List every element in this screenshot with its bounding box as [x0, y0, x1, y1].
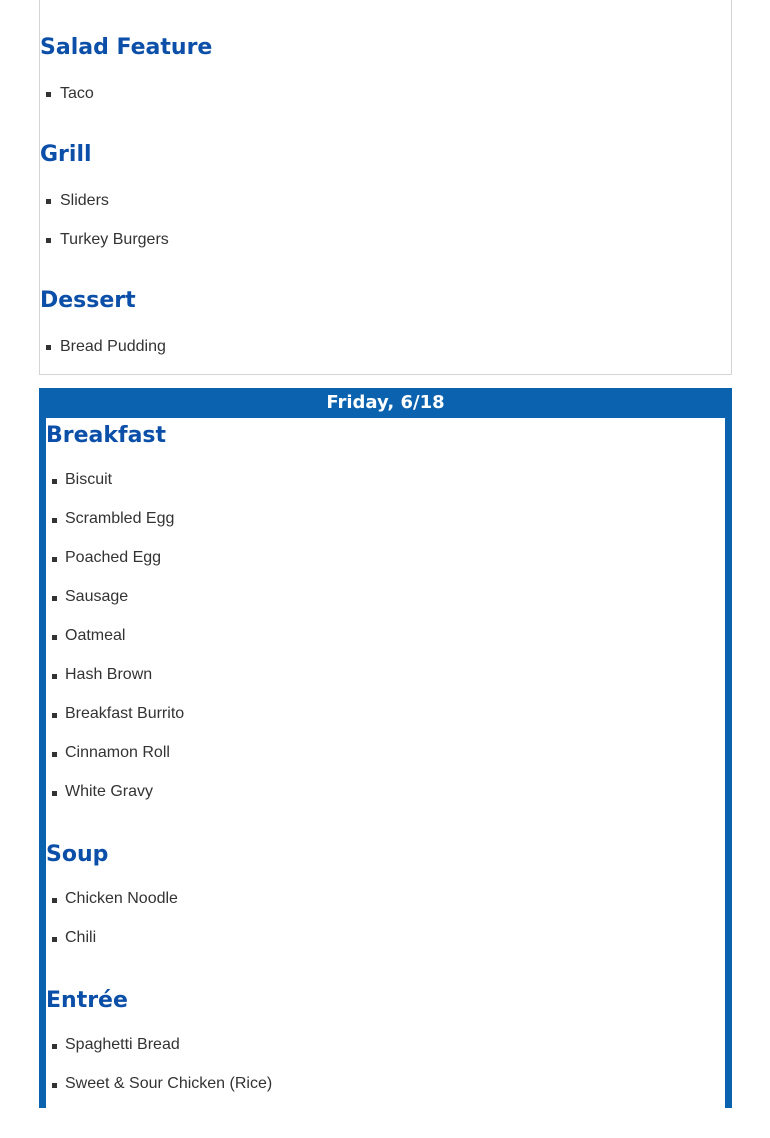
bullet-icon [52, 1083, 57, 1088]
bullet-icon [46, 199, 51, 204]
menu-item-sausage: Sausage [65, 588, 129, 605]
bullet-icon [52, 1044, 57, 1049]
section-title-dessert: Dessert [40, 288, 136, 313]
bullet-icon [52, 674, 57, 679]
menu-item-scrambled-egg: Scrambled Egg [65, 510, 175, 527]
section-title-entree: Entrée [46, 988, 128, 1013]
friday-menu-panel [39, 388, 732, 1108]
menu-item-turkey-burgers: Turkey Burgers [60, 231, 169, 248]
bullet-icon [46, 92, 51, 97]
bullet-icon [52, 635, 57, 640]
bullet-icon [52, 752, 57, 757]
previous-day-menu-panel [39, 0, 732, 375]
menu-item-sweet-sour-chicken: Sweet & Sour Chicken (Rice) [65, 1075, 273, 1092]
friday-menu-body [46, 418, 725, 1138]
menu-item-white-gravy: White Gravy [65, 783, 154, 800]
menu-item-sliders: Sliders [60, 192, 109, 209]
menu-item-spaghetti-bread: Spaghetti Bread [65, 1036, 180, 1053]
bullet-icon [52, 898, 57, 903]
bullet-icon [46, 238, 51, 243]
menu-item-chicken-noodle: Chicken Noodle [65, 890, 178, 907]
menu-item-oatmeal: Oatmeal [65, 627, 126, 644]
day-header: Friday, 6/18 [326, 392, 445, 413]
bullet-icon [52, 713, 57, 718]
section-title-breakfast: Breakfast [46, 423, 167, 448]
bullet-icon [52, 479, 57, 484]
section-title-salad-feature: Salad Feature [40, 35, 213, 60]
section-title-grill: Grill [40, 142, 92, 167]
menu-item-breakfast-burrito: Breakfast Burrito [65, 705, 185, 722]
menu-item-poached-egg: Poached Egg [65, 549, 162, 566]
section-title-soup: Soup [46, 842, 109, 867]
bullet-icon [46, 345, 51, 350]
menu-item-biscuit: Biscuit [65, 471, 113, 488]
menu-item-cinnamon-roll: Cinnamon Roll [65, 744, 170, 761]
bullet-icon [52, 557, 57, 562]
bullet-icon [52, 937, 57, 942]
menu-item-chili: Chili [65, 929, 97, 946]
menu-item-bread-pudding: Bread Pudding [60, 338, 166, 355]
menu-item-taco: Taco [60, 85, 94, 102]
bullet-icon [52, 518, 57, 523]
menu-item-hash-brown: Hash Brown [65, 666, 153, 683]
bullet-icon [52, 596, 57, 601]
bullet-icon [52, 791, 57, 796]
